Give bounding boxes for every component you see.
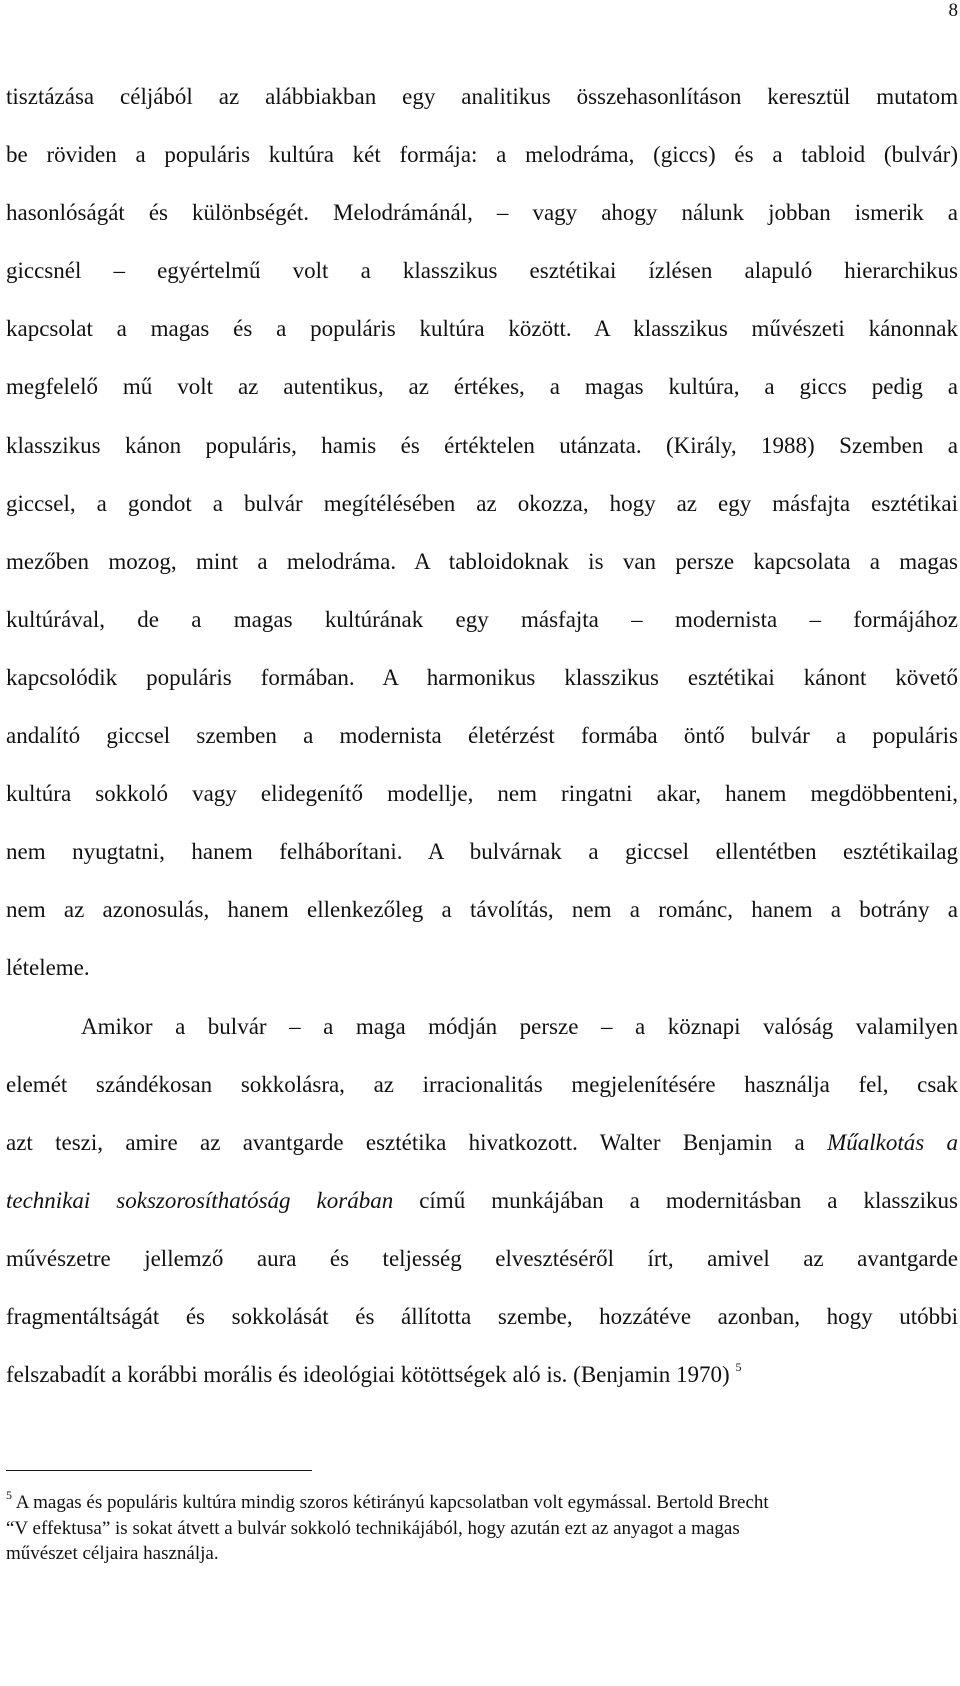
footnote-reference[interactable]: 5: [735, 1360, 742, 1375]
text-line: művészetre jellemző aura és teljesség elvesztéséről írt, amivel az avantgarde: [6, 1245, 958, 1271]
text-line: andalító giccsel szemben a modernista életérzést formába öntő bulvár a populáris: [6, 723, 958, 749]
text-line: kapcsolódik populáris formában. A harmonikus klasszikus esztétikai kánont követő: [6, 664, 958, 690]
footnote-text: A magas és populáris kultúra mindig szoros kétirányú kapcsolatban volt egymással. Bertold Brecht: [12, 1492, 769, 1513]
text-line: kultúrával, de a magas kultúrának egy másfajta – modernista – formájához: [6, 606, 958, 632]
footnote-line: [6, 1487, 958, 1516]
text-segment: felszabadít a korábbi morális és ideológiai kötöttségek aló is. (Benjamin 1970): [6, 1362, 736, 1388]
footnote-line: “V effektusa” is sokat átvett a bulvár sokkoló technikájából, hogy azután ezt az anyagot a magas: [6, 1517, 740, 1539]
text-line: nem nyugtatni, hanem felháborítani. A bulvárnak a giccsel ellentétben esztétikailag: [6, 839, 958, 865]
text-line: [6, 1172, 958, 1230]
text-line: kultúra sokkoló vagy elidegenítő modellje, nem ringatni akar, hanem megdöbbenteni,: [6, 781, 958, 807]
text-line: giccsel, a gondot a bulvár megítélésében az okozza, hogy az egy másfajta esztétikai: [6, 490, 958, 516]
text-line: lételeme.: [6, 955, 90, 981]
text-line: megfelelő mű volt az autentikus, az értékes, a magas kultúra, a giccs pedig a: [6, 374, 958, 400]
footnote-line: művészet céljaira használja.: [6, 1543, 219, 1564]
text-line: nem az azonosulás, hanem ellenkezőleg a távolítás, nem a románc, hanem a botrány a: [6, 897, 958, 923]
italic-title-end: technikai sokszorosíthatóság korában: [6, 1187, 394, 1213]
text-line: mezőben mozog, mint a melodráma. A tabloidoknak is van persze kapcsolata a magas: [6, 548, 958, 574]
text-line: [6, 1346, 958, 1404]
page-number: 8: [948, 0, 958, 21]
text-line: fragmentáltságát és sokkolását és állította szembe, hozzátéve azonban, hogy utóbbi: [6, 1303, 958, 1329]
text-line: elemét szándékosan sokkolásra, az irracionalitás megjelenítésére használja fel, csak: [6, 1071, 958, 1097]
text-line: giccsnél – egyértelmű volt a klasszikus esztétikai ízlésen alapuló hierarchikus: [6, 258, 958, 284]
paragraph-first-line: Amikor a bulvár – a maga módján persze – a köznapi valóság valamilyen: [81, 1013, 958, 1039]
body-text: [6, 68, 958, 1404]
footnote-marker: 5: [6, 1487, 12, 1502]
footnote-separator: [6, 1470, 312, 1471]
text-segment: című munkájában a modernitásban a klasszikus: [393, 1187, 958, 1213]
text-line: hasonlóságát és különbségét. Melodrámánál, – vagy ahogy nálunk jobban ismerik a: [6, 200, 958, 226]
text-line: [6, 1114, 958, 1172]
text-line: be röviden a populáris kultúra két formája: a melodráma, (giccs) és a tabloid (bulvár): [6, 142, 958, 168]
footnote: [6, 1487, 958, 1567]
text-line: kapcsolat a magas és a populáris kultúra között. A klasszikus művészeti kánonnak: [6, 316, 958, 342]
italic-title-start: Műalkotás a: [827, 1129, 958, 1155]
text-line: klasszikus kánon populáris, hamis és értéktelen utánzata. (Király, 1988) Szemben a: [6, 432, 958, 458]
text-segment: azt teszi, amire az avantgarde esztétika hivatkozott. Walter Benjamin a: [6, 1129, 828, 1155]
text-line: tisztázása céljából az alábbiakban egy analitikus összehasonlításon keresztül mutatom: [6, 84, 958, 109]
